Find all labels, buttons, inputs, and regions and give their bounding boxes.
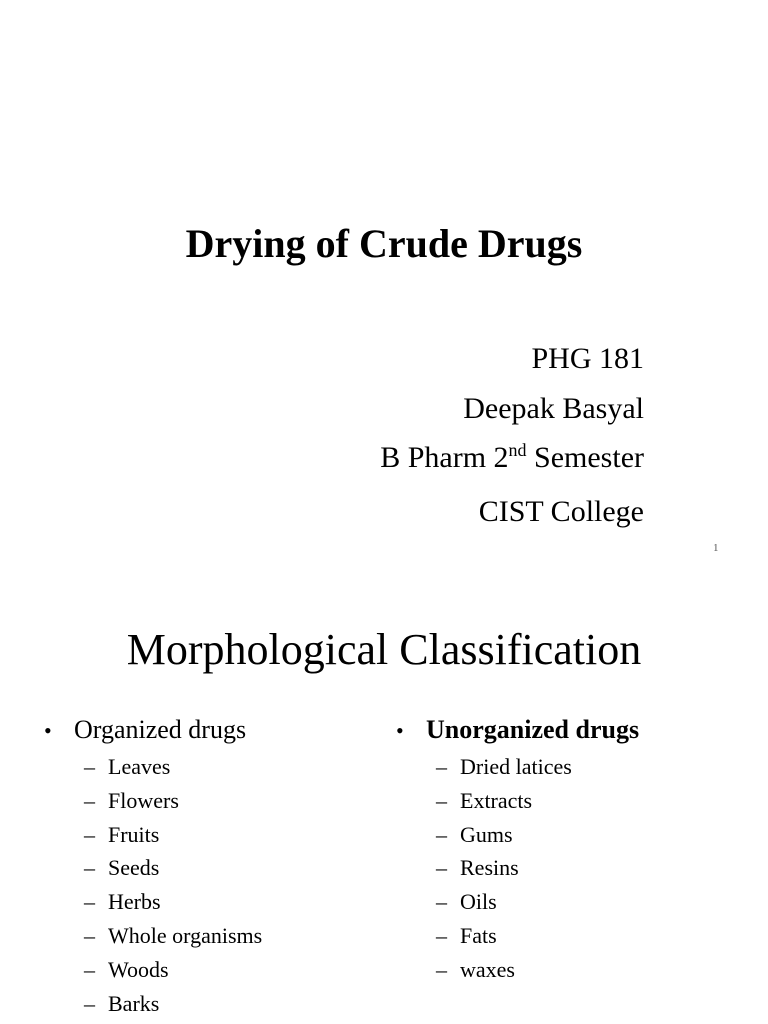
dash-icon: – bbox=[84, 956, 95, 982]
list-item-label: Leaves bbox=[108, 754, 171, 779]
program-prefix: B Pharm 2 bbox=[380, 441, 509, 474]
list-item bbox=[436, 885, 639, 919]
list-item bbox=[84, 784, 262, 818]
list-item-label: Flowers bbox=[108, 787, 179, 813]
dash-icon: – bbox=[436, 956, 447, 982]
slide-2 bbox=[0, 576, 768, 1024]
program-suffix: Semester bbox=[526, 441, 644, 474]
organized-drugs-list bbox=[44, 750, 262, 1020]
list-item bbox=[436, 851, 639, 885]
dash-icon: – bbox=[436, 787, 447, 813]
dash-icon: – bbox=[84, 922, 95, 948]
slide-number: 1 bbox=[713, 542, 719, 554]
bullet-icon: • bbox=[44, 718, 52, 743]
dash-icon: – bbox=[436, 922, 447, 948]
dash-icon: – bbox=[84, 889, 95, 915]
list-item bbox=[84, 750, 262, 784]
bullet-heading-label: Unorganized drugs bbox=[426, 715, 640, 744]
list-item-label: Gums bbox=[460, 821, 513, 847]
slide-title: Drying of Crude Drugs bbox=[185, 221, 583, 266]
dash-icon: – bbox=[436, 855, 447, 881]
slide-title: Morphological Classification bbox=[126, 625, 642, 674]
list-item bbox=[84, 953, 262, 987]
list-item-label: Fruits bbox=[108, 821, 160, 847]
bullet-heading bbox=[44, 714, 262, 747]
list-item bbox=[436, 953, 639, 987]
list-item-label: Woods bbox=[108, 956, 169, 982]
list-item-label: Herbs bbox=[108, 889, 161, 915]
dash-icon: – bbox=[84, 855, 95, 881]
list-item bbox=[84, 851, 262, 885]
bullet-heading bbox=[396, 714, 639, 747]
author-name: Deepak Basyal bbox=[463, 391, 644, 425]
organized-drugs-column bbox=[44, 714, 262, 1020]
unorganized-drugs-column bbox=[396, 714, 639, 987]
dash-icon: – bbox=[84, 754, 95, 779]
list-item-label: Fats bbox=[460, 922, 497, 948]
list-item bbox=[84, 818, 262, 852]
list-item-label: Dried latices bbox=[460, 754, 572, 779]
list-item-label: Resins bbox=[460, 855, 519, 881]
college-name: CIST College bbox=[478, 494, 644, 528]
unorganized-drugs-list bbox=[396, 750, 639, 987]
program-line bbox=[380, 433, 644, 487]
list-item bbox=[436, 919, 639, 953]
list-item bbox=[84, 987, 262, 1021]
subtitle-block bbox=[380, 334, 644, 536]
list-item-label: Extracts bbox=[460, 787, 533, 813]
list-item-label: Seeds bbox=[108, 855, 160, 881]
list-item bbox=[436, 818, 639, 852]
list-item-label: Oils bbox=[460, 889, 497, 915]
list-item bbox=[84, 885, 262, 919]
bullet-icon: • bbox=[396, 718, 404, 743]
dash-icon: – bbox=[436, 754, 447, 779]
list-item-label: waxes bbox=[460, 956, 515, 982]
list-item bbox=[84, 919, 262, 953]
dash-icon: – bbox=[84, 990, 95, 1016]
dash-icon: – bbox=[84, 821, 95, 847]
bullet-heading-label: Organized drugs bbox=[74, 715, 247, 744]
list-item bbox=[436, 784, 639, 818]
dash-icon: – bbox=[84, 787, 95, 813]
dash-icon: – bbox=[436, 889, 447, 915]
list-item-label: Whole organisms bbox=[108, 922, 263, 948]
list-item-label: Barks bbox=[108, 990, 160, 1016]
course-code: PHG 181 bbox=[531, 342, 644, 375]
list-item bbox=[436, 750, 639, 784]
program-superscript: nd bbox=[508, 440, 527, 460]
dash-icon: – bbox=[436, 821, 447, 847]
